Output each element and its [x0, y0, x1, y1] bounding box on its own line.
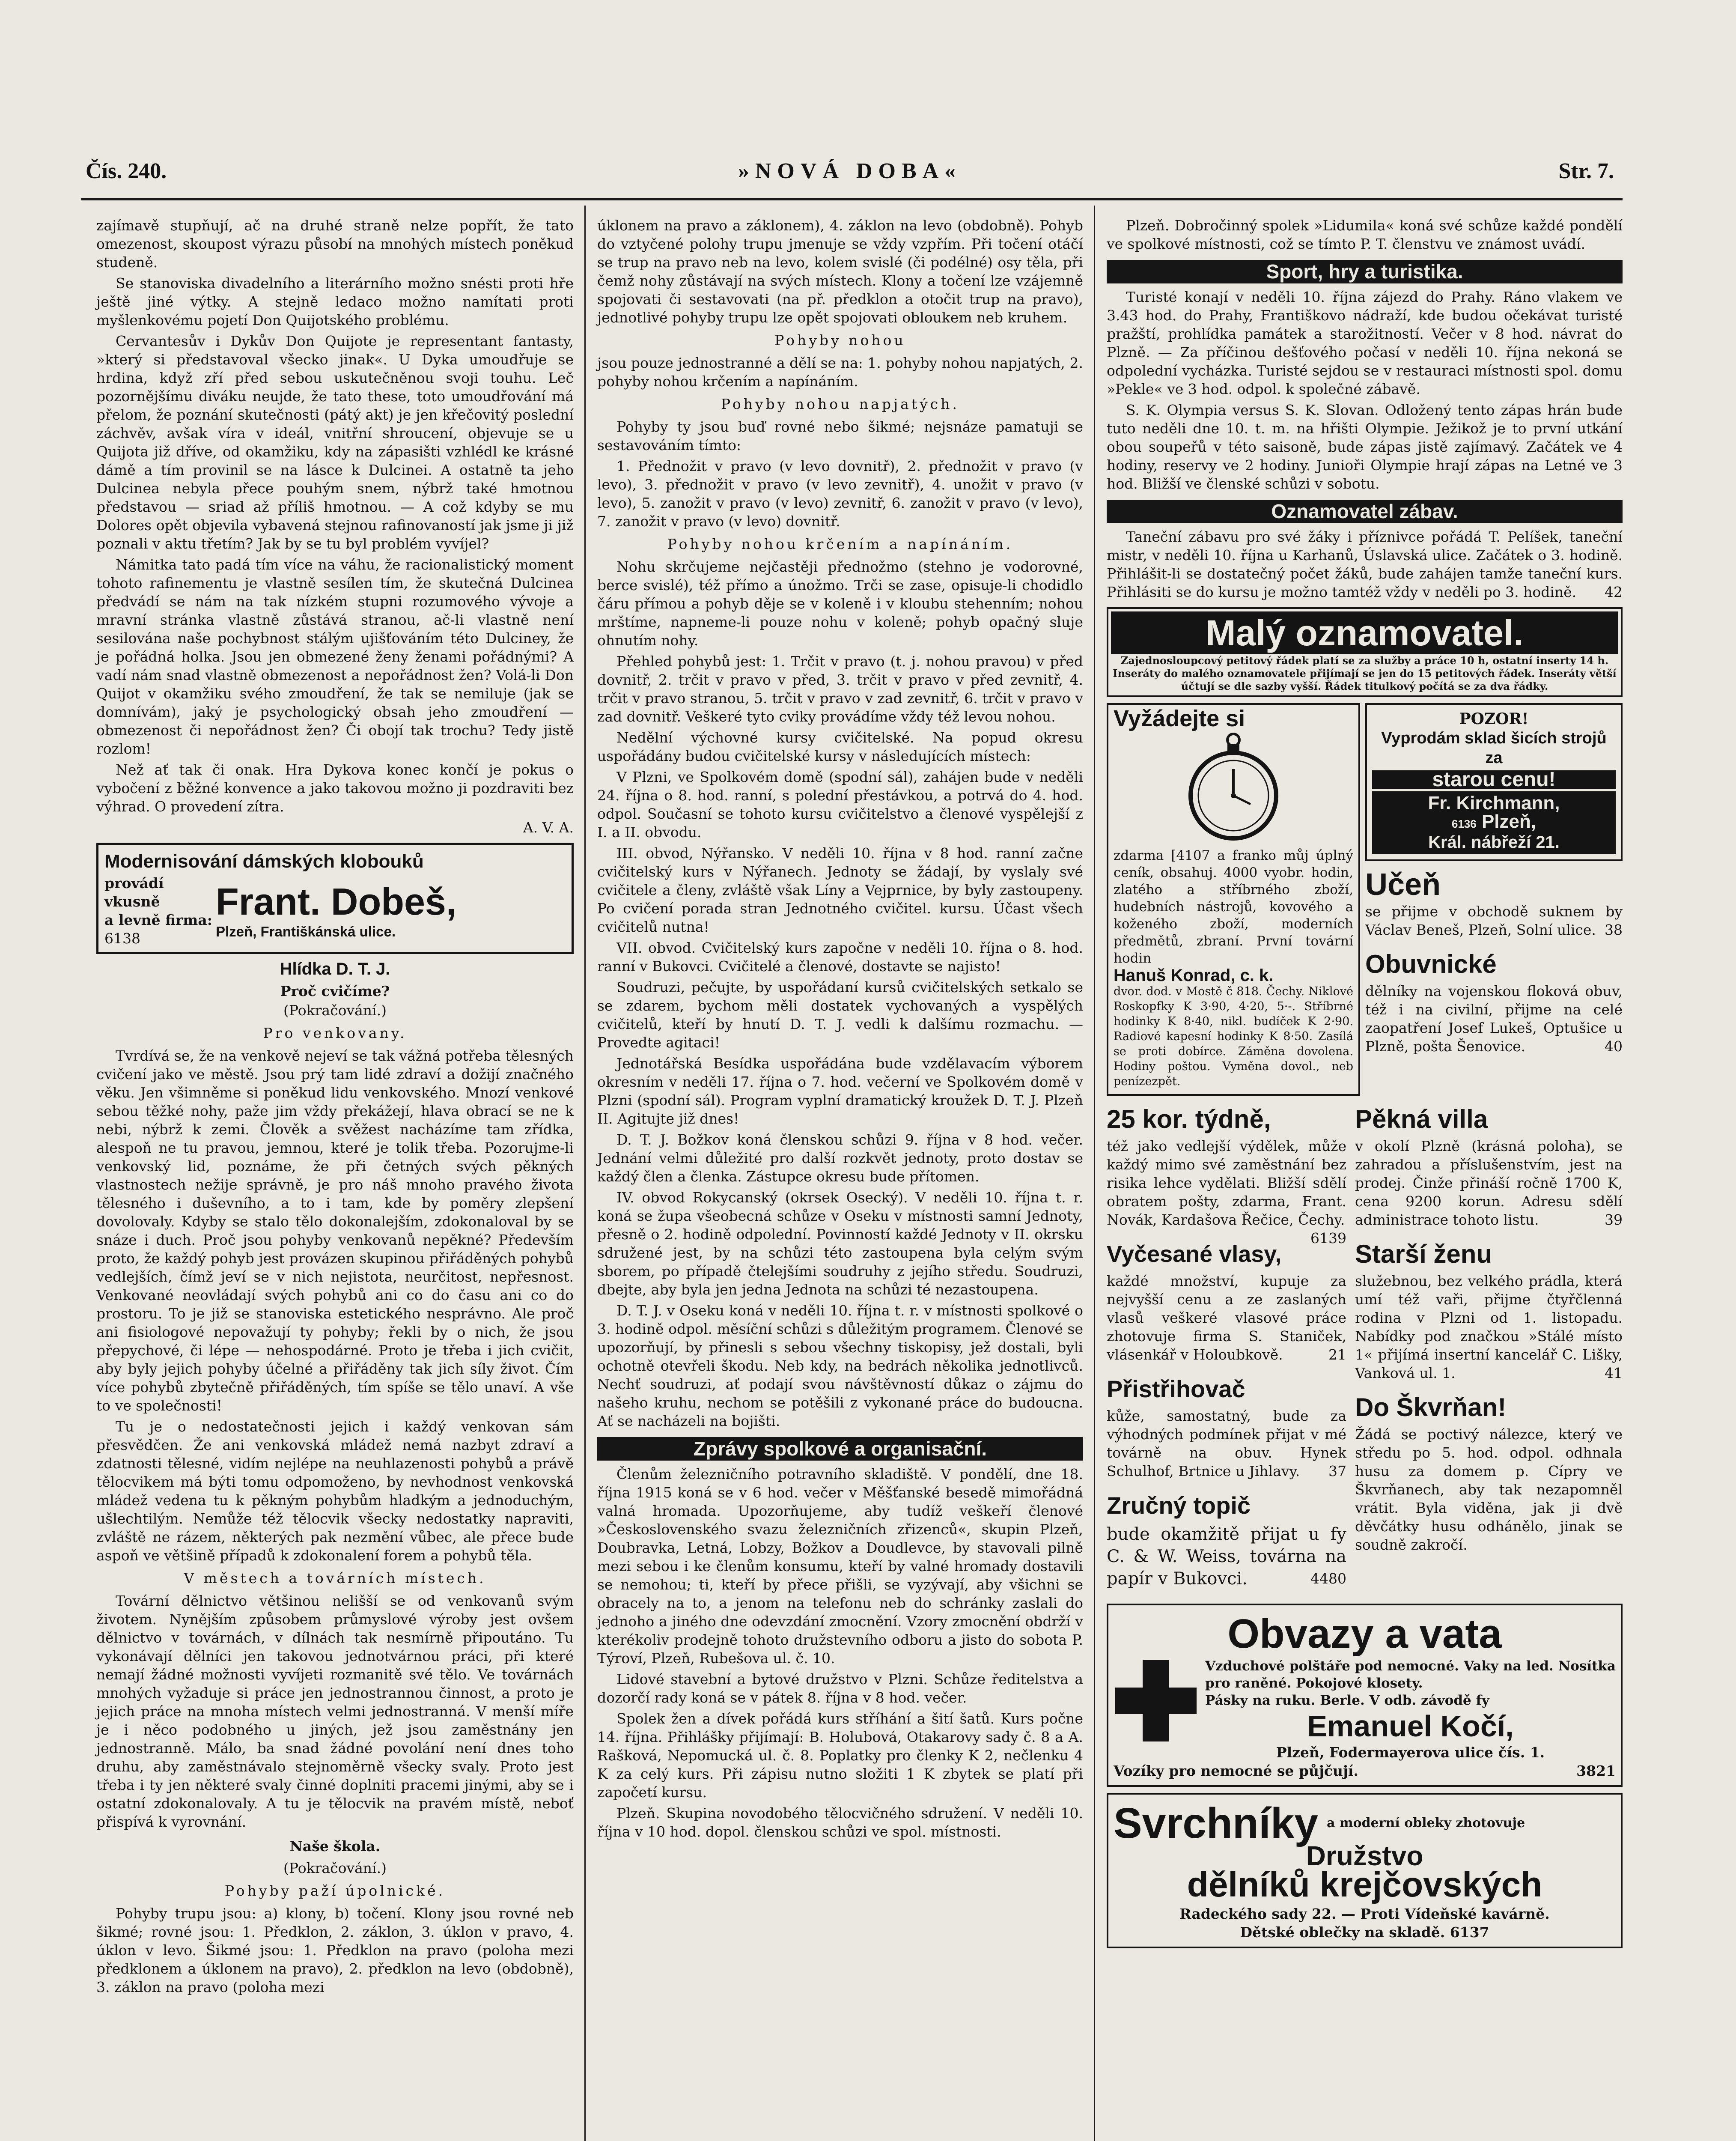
ad-firm-name: Emanuel Kočí,	[1307, 1709, 1514, 1743]
spaced-heading: Pohyby nohou krčením a napínáním.	[667, 536, 1013, 552]
ad-number: 38	[1605, 921, 1623, 938]
header-rule	[81, 198, 1623, 200]
ad-svrchniky	[1107, 1793, 1623, 1948]
signature: A. V. A.	[523, 819, 574, 836]
paragraph: Členům železničního potravního skladiště. V pondělí, dne 18. října 1915 koná se v 6 hod. večer v Měšťanské besedě mimořádná valná hromada. Upozorňujeme, aby tudíž veškeří členové »Československého svazu železničních zřizenců«, skupin Plzeň, Doubravka, Letná, Lobzy, Božkov a Doudlevce, by stavovali pilně mezi sebou i ke členům konsumu, kteří by valné hromady dostavili se nemohou; ti, kteří by přece přišli, se vyzývají, aby všichni se obracely na to, a jenom na telefonu neb do schránky zaslali do jednoho a jiného dne odevzdání zmocnění. Vzory zmocnění obdrží v kterékoliv prodejně tohoto družstevního odboru a jisto do sobota P. Týroví, Plzeň, Rubešova ul. č. 10.	[597, 1466, 1083, 1667]
ad-text: Dětské oblečky na skladě.	[1240, 1924, 1445, 1941]
ad-topic	[1107, 1488, 1346, 1590]
paragraph: S. K. Olympia versus S. K. Slovan. Odložený tento zápas hrán bude tuto neděli dne 10. t. m. na hřišti Olympie. Ježikož je to první utkání obou soupeřů v této saisoně, bude zápas jistě zajímavý. Začátek ve 4 hodiny, reservy ve 2 hodiny. Junioři Olympie hrají zápas na Letné ve 3 hod. Bližší ve členské schůzi v sobotu.	[1107, 402, 1623, 492]
ad-text: bude okamžitě přijat u fy C. & W. Weiss, továrna na papír v Bukovci.	[1107, 1524, 1346, 1589]
column-divider	[584, 206, 586, 2141]
ad-title: Zručný topič	[1107, 1492, 1251, 1519]
ad-title: Svrchníky	[1114, 1799, 1319, 1847]
ad-address: Král. nábřeží 21.	[1428, 833, 1560, 852]
page-header	[81, 158, 1618, 197]
paragraph: 1. Přednožit v pravo (v levo dovnitř), 2. přednožit v pravo (v levo), 3. přednožit v pravo (v levo zevnitř), 4. unožit v pravo (v levo), 5. zanožit v pravo (v levo) zevnitř, 6. zanožit v pravo (v levo), 7. zanožit v pravo (v levo) dovnitř.	[597, 458, 1083, 530]
ad-text: též jako vedlejší výdělek, může každý mimo své zaměstnání bez risika lehce vydělati. Bližší sdělí obratem pošty, zdarma, Frant. Novák, Kardašova Řečice, Čechy.	[1107, 1138, 1346, 1228]
ads-right-2	[1355, 1102, 1623, 1598]
paragraph: Tovární dělnictvo většinou nelišší se od venkovanů svým životem. Nynějším způsobem průmyslové výroby jest ovšem dělnictvo v továrnách, v dílnách tak nesmírně připoutáno. Tu vykonávají dělníci jen takovou jednotvárnou práci, při které nemají žádné možnosti vyvíjeti rozmanitě své tělo. Ve továrnách mnohých vyžaduje si práce jen jednostrannou činnost, a proto je jejich práce na mnoha místech velmi jednostranná. V menší míře je i něco podobného u jiných, jež jsou zaměstnány jen jednostranně. Málo, ba snad žádné povolání není dnes toho druhu, aby zaměstnávalo stejnoměrně všecky svaly. Proto jest třeba i ty jen některé svaly činné doplniti pracemi jinými, aby se i ostatní zdokonalovaly. A tu je tělocvik na pravém místě, neboť přispívá k vyrovnání.	[96, 1592, 574, 1830]
paragraph: Lidové stavební a bytové družstvo v Plzni. Schůze ředitelstva a dozorčí rady koná se v pátek 8. října v 8 hod. večer.	[597, 1671, 1083, 1706]
ad-highlight: starou cenu!	[1372, 770, 1616, 789]
ad-ucen	[1365, 867, 1623, 939]
ad-text: dvor. dod. v Mostě č 818. Čechy. Niklové Roskopfky K 3·90, 4·20, 5·-. Stříbrné hodinky K 8·40, nikl. budíček K 2·90. Radiové kapesní hodinky K 8·50. Zasílá se proti dobírce. Záměna dovolena. Hodiny poštou. Vyměna dovol., neb penízezpět.	[1114, 985, 1353, 1088]
paragraph	[1107, 528, 1623, 601]
ad-title: Vyžádejte si	[1114, 706, 1245, 731]
paragraph: Nohu skrčujeme nejčastěji přednožmo (stehno je vodorovné, berce svislé), též přímo a únožmo. Trči se zase, opisuje-li chodidlo čáru přímou a pohyb děje se v koleně i v kloubu stehenním; nohou mrštíme, napneme-li pouze nohu v koleně; pohyb opačný sluje ohnutím nohy.	[597, 558, 1083, 649]
ad-firm-name: Fr. Kirchmann,	[1428, 793, 1560, 814]
column-3	[1107, 216, 1623, 1954]
ad-line: provádí vkusně	[104, 875, 164, 910]
paragraph: jsou pouze jednostranné a dělí se na: 1. pohyby nohou napjatých, 2. pohyby nohou krčením a napínáním.	[597, 355, 1083, 390]
ad-number: 21	[1328, 1346, 1346, 1363]
ad-title: Pěkná villa	[1355, 1105, 1488, 1133]
ad-25kor	[1107, 1102, 1346, 1246]
ad-firm-name: dělníků krejčovských	[1187, 1865, 1542, 1904]
ad-koci	[1107, 1604, 1623, 1787]
section-title: Hlídka D. T. J.	[280, 960, 390, 978]
paragraph: zajímavě stupňují, ač na druhé straně nelze popřít, že tato omezenost, skoupost výrazu působí na mnohých místech poněkud studeně.	[96, 217, 574, 271]
paragraph: Se stanoviska divadelního a literárního možno snésti proti hře ještě jiné výtky. A stejně ledaco možno namítati proti myšlenkovému pojetí Don Quijotského problému.	[96, 275, 574, 328]
section-banner: Zprávy spolkové a organisační.	[597, 1437, 1083, 1461]
ads-row	[1107, 703, 1623, 1102]
ad-number: 6138	[104, 930, 140, 947]
ad-number: 42	[1605, 584, 1623, 600]
paragraph: Tvrdívá se, že na venkově nejeví se tak vážná potřeba tělesných cvičení jako ve městě. Jsou prý tam lidé zdraví a dožijí značného věku. Jen všimněme si poněkud lidu venkovského. Mnozí venkové sebou těžké nohy, paže jim vždy překážejí, hlava obrací se ne k nebi, nýbrž k zemi. Člověk a svěžest nacházíme tam zřídka, alespoň ne tu pravou, jemnou, které je tolik třeba. Pozorujme-li venkovský lid, poznáme, že při četných svých pěkných vlastnostech nežije správně, je pro náš mnoho pravého života tělesného i duševního, a to i tam, kde by poměry zlepšení dovolovaly. Kdyby se stalo tělo dokonalejším, zdokonaloval by se snáze i duch. Proč jsou pohyby venkovanů nepěkné? Především proto, že každý pohyb jest provázen skupinou přiřáděných pohybů vedlejších, čímž jeví se v nich nejistota, neurčitost, nepřesnost. Venkované neovládají svých pohybů ani co do času ani co do prostoru. To je již se stanoviska estetického nesprávno. Ale proč ani fisiologové nepovažují ty pohyby; řekli by o nich, že jsou přepychové, či lépe — nehospodárné. Proto je třeba i jich cvičit, aby byly jejich pohyby účelné a přiřáděny tak jich síly život. Čím více pohybů zbytečně přiřáděných, tím spíše se tělo unaví. A vše to ve společnosti!	[96, 1047, 574, 1414]
column-1	[96, 216, 574, 1999]
ad-title: Starší ženu	[1355, 1240, 1492, 1268]
ad-address: Radeckého sady 22. — Proti Vídeňské kavárně.	[1179, 1905, 1550, 1922]
ad-text: se přijme v obchodě suknem by Václav Beneš, Plzeň, Solní ulice.	[1365, 903, 1623, 938]
paragraph: VII. obvod. Cvičitelský kurs započne v neděli 10. října o 8. hod. ranní v Bukovci. Cvičitelé a členové, dostavte se najisto!	[597, 939, 1083, 975]
section-title: Naše škola.	[289, 1838, 381, 1855]
paragraph: Plzeň. Dobročinný spolek »Lidumila« koná své schůze každé pondělí ve spolkové místnosti, což se tímto P. T. členstvu ve známost uvádí.	[1107, 217, 1623, 252]
ad-number: 39	[1605, 1211, 1623, 1228]
column-2	[597, 216, 1083, 1843]
paragraph: Pohyby ty jsou buď rovné nebo šikmé; nejsnáze pamatuji se sestavováním tímto:	[597, 418, 1083, 453]
subtitle-note: (Pokračování.)	[283, 1002, 387, 1019]
paragraph: Turisté konají v neděli 10. října zájezd do Prahy. Ráno vlakem ve 3.43 hod. do Prahy, Františkovo nádraží, kde budou očekávat turisté pražští, prohlídka památek a starožitností. Večer v 8 hod. návrat do Plzně. — Za příčinou dešťového počasí v neděli 10. října nekoná se odpolední vycházka. Turisté sejdou se v restauraci místnosti spol. domu »Pekle« ve 3 hod. odpol. k společné zábavě.	[1107, 289, 1623, 397]
ad-vlasy	[1107, 1237, 1346, 1364]
ad-starsi	[1355, 1237, 1623, 1382]
ad-firm-name: Frant. Dobeš,	[216, 880, 457, 923]
ad-number: 3821	[1576, 1762, 1616, 1779]
ad-kirchmann	[1365, 703, 1623, 861]
ad-text: kůže, samostatný, bude za výhodných podmínek přijat v mé továrně na obuv. Hynek Schulhof, Brtnice u Jihlavy.	[1107, 1407, 1346, 1479]
paragraph-text: Taneční zábavu pro své žáky i příznivce pořádá T. Pelíšek, taneční mistr, v neděli 10. října u Karhanů, Úslavská ulice. Začátek o 3. hodině. Přihlášit-li se dostatečný počet žáků, bude zahájen tamže taneční kurs. Přihlásiti se do kursu je možno tamtéž vždy v neděli po 3. hodině.	[1107, 528, 1623, 600]
spaced-heading: Pro venkovany.	[263, 1025, 407, 1041]
ad-title: Do Škvrňan!	[1355, 1393, 1507, 1422]
paragraph: Soudruzi, pečujte, by uspořádaní kursů cvičitelských setkalo se se zdarem, bychom měli dostatek vychovaných a vyspělých cvičitelů, kteří by hnutí D. T. J. vedli k dalšímu rozmachu. — Provedte agitaci!	[597, 979, 1083, 1051]
paragraph: V Plzni, ve Spolkovém domě (spodní sál), zahájen bude v neděli 24. října o 8. hod. ranní, s polední přestávkou, a potrvá do 4. hod. odpol. Současní se tohoto kursu cvičitelstvo a členové vyspělejší z I. a II. obvodu.	[597, 769, 1083, 841]
paragraph: Námitka tato padá tím více na váhu, že racionalistický moment tohoto rafinementu je vlastně sesílen tím, že skutečná Dulcinea předvádí se nám na tak nízkém stupni rozumového vývoje a mravní stránka vlastně zůstává stranou, ač-li vlastně není sesilována naše pochybnost stálým ujišťováním této Dulciney, že je pořádná holka. Jsou jen obmezené ženy ženami pořádnými? A vadí nám snad vlastně obmezenost a nepořádnost žen? Volá-li Don Quijot v okamžiku svého zmoudření, že tak se nemiluje (jak se domnívám), jaký je psychologický obsah jeho zmoudření — obmezenost či nepořádnost žen? Či obojí tak trochu? Tedy jistě rozlom!	[96, 556, 574, 757]
paragraph: III. obvod, Nýřansko. V neděli 10. října v 8 hod. ranní začne cvičitelský kurs v Nýřanech. Jednoty se žádají, by vyslaly své cvičitele a členy, zvláště však Líny a Vejprnice, by byly zastoupeny. Po cvičení porada stran Jednotného cvičitel. kursu. Účast všech cvičitelů nutna!	[597, 845, 1083, 935]
section-banner: Sport, hry a turistika.	[1107, 260, 1623, 283]
ad-title: Učeň	[1365, 868, 1441, 902]
ad-konrad	[1107, 703, 1360, 1096]
paragraph: Tu je o nedostatečnosti jejich i každý venkovan sám přesvědčen. Že ani venkovská mládež nemá nazbyt zdraví a zdatnosti tělesné, vidím nejlépe na neuhlazenosti pohybů a právě tělocvikem má býti tomu odpomoženo, by nevhodnost venkovská mládež vedena tu k pěkným pohybům hladkým a jednoduchým, ušlechtilým. Nemůže též tělocvik všecky nedostatky napraviti, zvláště ne rázem, některých pak nezmění vůbec, ale přece bude aspoň ve většině případů k zdokonalení forem a pohybů těla.	[96, 1418, 574, 1564]
ads-row-2	[1107, 1102, 1623, 1598]
ad-title: 25 kor. týdně,	[1107, 1105, 1271, 1133]
paragraph: Než ať tak či onak. Hra Dykova konec končí je pokus o vybočení z běžné konvence a jako takovou možno ji pozdraviti bez výhrad. O provedení zítra.	[96, 761, 574, 815]
ad-text: Pásky na ruku. Berle. V odb. závodě fy	[1205, 1693, 1489, 1708]
ad-city: Plzeň,	[1481, 811, 1536, 832]
ad-text: Žádá se poctivý nálezce, který ve středu po 5. hod. odpol. odhnala husu za domem p. Cípry ve Škvrňanech, aby tak nezapomněl vrátit. Byla viděna, jak ji dvě děvčátky husu odhánělo, jinak se soudně zakročí.	[1355, 1426, 1623, 1553]
paragraph: Nedělní výchovné kursy cvičitelské. Na popud okresu uspořádány budou cvičitelské kursy v následujících místech:	[597, 729, 1083, 764]
ad-subtitle: Družstvo	[1306, 1840, 1423, 1871]
ad-title: Přistřihovač	[1107, 1375, 1245, 1402]
ad-title: POZOR!	[1459, 710, 1529, 728]
ad-number: 6137	[1450, 1924, 1489, 1941]
ad-number: 4480	[1310, 1570, 1346, 1587]
ad-text: v okolí Plzně (krásná poloha), se zahradou a příslušenstvím, jest na prodej. Činže přináší ročně 1700 K, cena 9200 korun. Adresu sdělí administrace tohoto listu.	[1355, 1138, 1623, 1228]
subtitle: Proč cvičíme?	[280, 983, 390, 999]
ads-right	[1365, 703, 1623, 1102]
paragraph: Přehled pohybů jest: 1. Trčit v pravo (t. j. nohou pravou) v před dovnitř, 2. trčit v pravo v před, 3. trčit v pravo v před zevnitř, 4. trčit v pravo stranou, 5. trčit v pravo v zad zevnitř, 6. trčit v pravo v zad dovnitř. Veškeré tyto cviky provádíme vždy též levou nohou.	[597, 653, 1083, 725]
ad-title: Vyčesané vlasy,	[1107, 1241, 1282, 1267]
maly-subtitle: Zajednosloupcový petitový řádek platí se za služby a práce 10 h, ostatní inserty 14 h. Inseráty do malého oznamovatele přijímají se jen do 15 petitových řádek. Inseráty větší účtují se dle sazby vyšší. Řádek titulkový počítá se za dva řádky.	[1113, 654, 1617, 692]
ad-text: Vyprodám sklad šicích strojů za	[1381, 729, 1607, 767]
ad-dobes	[96, 843, 574, 954]
red-cross-icon	[1115, 1660, 1197, 1741]
ad-text: a moderní obleky zhotovuje	[1327, 1816, 1525, 1831]
paragraph: D. T. J. v Oseku koná v neděli 10. října t. r. v místnosti spolkové o 3. hodině odpol. měsíční schůzi s důležitým programem. Členové se upozorňují, by přinesli s sebou všechny tiskopisy, jež dostali, byli ochotně otevřeli škodu. Neb kdy, na bedrách několika jednotlivců. Nechť soudruzi, ať podají svou návštěvností důkaz o zájmu do našeho kruhu, nechom se potěšili z vykonané práce do budoucna. Ať se nacházeli na bojišti.	[597, 1302, 1083, 1429]
spaced-heading: Pohyby paží úpolnické.	[224, 1882, 446, 1899]
ad-skvrnany	[1355, 1390, 1623, 1554]
ad-text: Vozíky pro nemocné se půjčují.	[1114, 1762, 1358, 1779]
pocket-watch-icon	[1186, 731, 1280, 843]
ad-obuvnicke	[1365, 947, 1623, 1056]
section-banner: Oznamovatel zábav.	[1107, 500, 1623, 523]
paragraph: Jednotářská Besídka uspořádána bude vzdělavacím výborem okresním v neděli 17. října o 7. hod. večerní ve Spolkovém domě v Plzni (spodní sál). Program vyplní dramatický kroužek D. T. J. Plzeň II. Agitujte již dnes!	[597, 1055, 1083, 1127]
paragraph: Cervantesův i Dykův Don Quijote je representant fantasty, »který si představoval všecko jinak«. U Dyka umoudřuje se hrdina, když zří před sebou uskutečněnou svoji touhu. Leč pozornějšímu diváku neujde, že tato these, toto umoudřování má přelom, že poznání skutečnosti (pátý akt) je jen křečovitý poslední záchvěv, avšak víra v ideál, vnitřní shroucení, objevuje se u Quijota již dříve, od okamžiku, kdy na zápasišti vzhlédl ke krásné dámě a tím provinil se na lásce k Dulcinei. A ostatně ta jeho Dulcinea nebyla přece pouhým snem, nýbrž také hmotnou představou — sriad až příliš hmotnou. — A což kdyby se mu Dolores opět objevila vybavená stejnou rafinovaností jak jsme ji již poznali v aktu třetím? Jak by se tu byl problém vyvíjel?	[96, 333, 574, 552]
paragraph: úklonem na pravo a záklonem), 4. záklon na levo (obdobně). Pohyb do vztyčené polohy trupu jmenuje se vždy vzpřím. Při točení otáčí se trup na pravo neb na levo, kolem svislé (či podélné) osy těla, při čemž nohy zůstávají na svých místech. Klony a točení lze vzájemně spojovati či sestavovati (na př. předklon a otočit trup na pravo), jednotlivé pohyby trupu lze opět spojovati obloukem neb kruhem.	[597, 217, 1083, 326]
ad-text: zdarma [4107 a franko můj úplný ceník, obsahuj. 4000 vyobr. hodin, zlatého a stříbrného zboží, hudebních nástrojů, kovového a koženého zboží, moderních předmětů, zbraní. První tovární hodin	[1114, 848, 1353, 966]
paragraph: Pohyby trupu jsou: a) klony, b) točení. Klony jsou rovné neb šikmé; rovné jsou: 1. Předklon, 2. záklon, 3. úklon v pravo, 4. úklon v levo. Šikmé jsou: 1. Předklon na pravo (poloha mezi předklonem a úklonem na pravo), 2. předklon na levo (obdobně), 3. záklon na pravo (poloha mezi	[96, 1905, 574, 1995]
spaced-heading: V městech a továrních místech.	[184, 1570, 486, 1586]
page-number: Str. 7.	[1558, 159, 1614, 183]
ad-text: Vzduchové polštáře pod nemocné. Vaky na led. Nosítka pro raněné. Pokojové klosety.	[1205, 1658, 1616, 1691]
ad-title: Obuvnické	[1365, 950, 1497, 978]
ad-number: 37	[1328, 1463, 1346, 1479]
ad-number: 41	[1605, 1365, 1623, 1381]
ad-address: Plzeň, Františkánská ulice.	[216, 923, 396, 939]
paragraph: D. T. J. Božkov koná členskou schůzi 9. října v 8 hod. večer. Jednání velmi důležité pro další rozkvět jednoty, proto dostav se každý člen a členka. Zástupce okresu bude přítomen.	[597, 1131, 1083, 1185]
paragraph: Plzeň. Skupina novodobého tělocvičného sdružení. V neděli 10. října v 10 hod. dopol. členskou schůzi ve spol. místnosti.	[597, 1805, 1083, 1840]
ad-number: 6136	[1451, 817, 1477, 830]
ad-text: služebnou, bez velkého prádla, která umí též vaři, přijme čtyřčlenná rodina v Plzni od 1. listopadu. Nabídky pod značkou »Stálé místo 1« přijímá insertní kancelář C. Lišky, Vanková ul. 1.	[1355, 1273, 1623, 1381]
ad-number: 6139	[1310, 1230, 1346, 1246]
maly-oznamovatel-box	[1107, 607, 1623, 697]
spaced-heading: Pohyby nohou napjatých.	[721, 396, 959, 412]
ads-left	[1107, 1102, 1346, 1598]
ad-text: každé množství, kupuje za nejvyšší cenu a ze zaslaných vlasů veškeré vlasové práce zhotovuje firma S. Staniček, vlásenkář v Holoubkově.	[1107, 1273, 1346, 1363]
masthead: »NOVÁ DOBA«	[738, 159, 962, 183]
spaced-heading: Pohyby nohou	[774, 332, 906, 349]
maly-title: Malý oznamovatel.	[1111, 611, 1618, 654]
ad-text: dělníky na vojenskou floková obuv, též i na civilní, přijme na celé zaopatření Josef Lukeš, Optušice u Plzně, pošta Šenovice.	[1365, 983, 1623, 1055]
column-divider	[1094, 206, 1095, 2141]
ad-address: Plzeň, Fodermayerova ulice čís. 1.	[1276, 1744, 1545, 1761]
ad-line: a levně firma:	[104, 912, 212, 928]
paragraph: IV. obvod Rokycanský (okrsek Osecký). V neděli 10. října t. r. koná se župa všeobecná schůze v Oseku v místnosti samní Jednoty, přesně o 2. hodině odpolední. Povinností každé Jednoty v II. okrsku sdružené jest, by na schůzi této zastoupena byla celým svým sborem, po případě čtelejšími soudruhy z jejího středu. Soudruzi, dbejte, aby byla jen jedna Jednota na schůzi té nezastoupena.	[597, 1189, 1083, 1298]
issue-number: Čís. 240.	[86, 159, 167, 183]
ad-headline: Modernisování dámských klobouků	[104, 851, 424, 872]
ad-number: 40	[1605, 1038, 1623, 1055]
ad-firm-name: Hanuš Konrad, c. k.	[1114, 966, 1274, 985]
paragraph: Spolek žen a dívek pořádá kurs stříhání a šití šatů. Kurs počne 14. října. Přihlášky přijímají: B. Holubová, Otakarovy sady č. 8 a A. Rašková, Nepomucká ul. č. 8. Poplatky pro členky K 2, nečlenku 4 K za celý kurs. Při zápisu nutno složiti 1 K zbytek se platí při započetí kursu.	[597, 1710, 1083, 1801]
ad-title: Obvazy a vata	[1227, 1611, 1502, 1657]
ad-pristrihovac	[1107, 1372, 1346, 1480]
subtitle-note: (Pokračování.)	[283, 1860, 387, 1876]
ad-villa	[1355, 1102, 1623, 1229]
